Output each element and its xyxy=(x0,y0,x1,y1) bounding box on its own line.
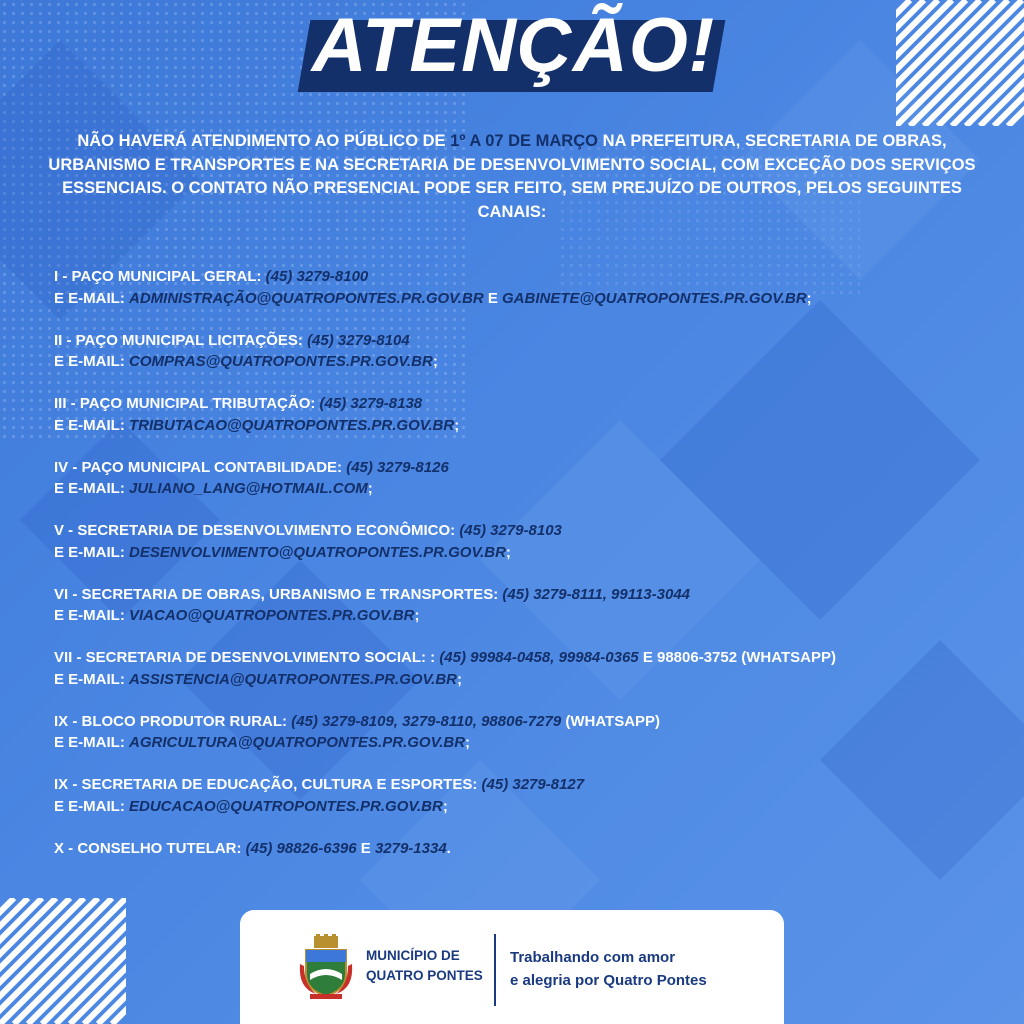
email-prefix: E E-MAIL: xyxy=(54,734,129,751)
contact-phone-line xyxy=(54,520,1014,542)
page-title: ATENÇÃO! xyxy=(312,3,716,88)
contact-label: V - SECRETARIA DE DESENVOLVIMENTO ECONÔMICO: xyxy=(54,522,460,539)
email-end: ; xyxy=(442,797,448,815)
contact-email: JULIANO_LANG@HOTMAIL.COM xyxy=(129,480,368,497)
email-end: ; xyxy=(414,607,420,624)
contact-phone-suffix: (WHATSAPP) xyxy=(737,649,836,666)
contact-phone-line xyxy=(54,711,1014,733)
email-end: ; xyxy=(806,289,812,307)
contact-label: III - PAÇO MUNICIPAL TRIBUTAÇÃO: xyxy=(54,395,320,412)
email-end: ; xyxy=(457,670,463,688)
email-prefix: E E-MAIL: xyxy=(54,480,129,497)
contact-phone-line xyxy=(54,266,1014,288)
contact-email-line xyxy=(54,415,1014,437)
contact-phone: (45) 98826-6396 xyxy=(245,839,357,857)
email-prefix: E E-MAIL: xyxy=(54,607,129,624)
contact-email: VIACAO@QUATROPONTES.PR.GOV.BR xyxy=(129,607,415,624)
contact-item xyxy=(54,647,1014,690)
contact-item xyxy=(54,520,1014,563)
contact-label: I - PAÇO MUNICIPAL GERAL: xyxy=(54,268,266,285)
contact-phone: (45) 3279-8104 xyxy=(307,331,410,349)
slogan xyxy=(510,946,707,992)
footer-card xyxy=(240,910,784,1024)
title-area xyxy=(0,3,1024,92)
contact-item xyxy=(54,457,1014,500)
contact-email: DESENVOLVIMENTO@QUATROPONTES.PR.GOV.BR xyxy=(129,543,506,561)
municipal-crest-icon xyxy=(296,934,356,1000)
contact-email-line xyxy=(54,605,1014,627)
stripes-bottom-left xyxy=(0,898,126,1024)
email-join: E xyxy=(483,289,502,307)
contact-phone-line xyxy=(54,584,1014,606)
email-prefix: E E-MAIL: xyxy=(54,353,129,370)
contact-phone: (45) 3279-8138 xyxy=(319,395,423,412)
contact-phone: (45) 3279-8127 xyxy=(481,776,585,793)
email-end: ; xyxy=(454,416,460,434)
contact-phone: (45) 3279-8111, 99113-3044 xyxy=(502,585,691,603)
title-highlight xyxy=(298,3,726,92)
email-end: ; xyxy=(505,543,511,561)
email-end: ; xyxy=(432,353,438,370)
contact-phone-extra: E 98806-3752 xyxy=(638,649,738,666)
contact-email: ASSISTENCIA@QUATROPONTES.PR.GOV.BR xyxy=(129,670,458,688)
contact-phone: (45) 3279-8103 xyxy=(459,522,562,539)
email-prefix: E E-MAIL: xyxy=(54,797,129,815)
slogan-line1: Trabalhando com amor xyxy=(510,949,676,966)
contact-email-secondary: GABINETE@QUATROPONTES.PR.GOV.BR xyxy=(502,289,807,307)
contact-label: IV - PAÇO MUNICIPAL CONTABILIDADE: xyxy=(54,458,347,476)
contact-email-line xyxy=(54,288,1014,310)
municipality-line1: MUNICÍPIO DE xyxy=(366,948,460,963)
email-prefix: E E-MAIL: xyxy=(54,543,129,561)
contact-phone-line xyxy=(54,457,1014,479)
intro-date-highlight: 1º A 07 DE MARÇO xyxy=(450,132,598,150)
email-end: ; xyxy=(465,734,471,751)
contact-email-line xyxy=(54,796,1014,818)
contact-label: VII - SECRETARIA DE DESENVOLVIMENTO SOCIAL: : xyxy=(54,649,440,666)
contact-email: TRIBUTACAO@QUATROPONTES.PR.GOV.BR xyxy=(129,416,455,434)
email-prefix: E E-MAIL: xyxy=(54,289,129,307)
intro-text xyxy=(38,130,986,224)
municipality-line2: QUATRO PONTES xyxy=(366,968,483,983)
phone-end: . xyxy=(446,839,451,857)
contact-email: AGRICULTURA@QUATROPONTES.PR.GOV.BR xyxy=(129,734,466,751)
contact-label: X - CONSELHO TUTELAR: xyxy=(54,839,246,857)
contact-phone-suffix: (WHATSAPP) xyxy=(561,712,661,730)
intro-part2: NA PREFEITURA, SECRETARIA DE OBRAS, URBANISMO E TRANSPORTES E NA SECRETARIA DE DESENVOLVIMENTO SOCIAL, COM EXCEÇÃO DOS SERVIÇOS ESSENCIAIS. O CONTATO NÃO PRESENCIAL PODE SER FEITO, SEM PREJUÍZO DE OUTROS, PELOS SEGUINTES CANAIS: xyxy=(48,132,976,221)
contact-label: VI - SECRETARIA DE OBRAS, URBANISMO E TRANSPORTES: xyxy=(54,585,503,603)
contact-email-line xyxy=(54,478,1014,500)
contact-phone-line xyxy=(54,647,1014,669)
contact-phone: (45) 99984-0458, 99984-0365 xyxy=(439,649,639,666)
contact-email-line xyxy=(54,542,1014,564)
contact-phone-line xyxy=(54,774,1014,796)
contact-email-line xyxy=(54,669,1014,691)
contact-email: EDUCACAO@QUATROPONTES.PR.GOV.BR xyxy=(129,797,443,815)
contact-channels xyxy=(54,266,1014,880)
phone-join: E xyxy=(356,839,375,857)
contact-email-line xyxy=(54,732,1014,754)
contact-phone-secondary: 3279-1334 xyxy=(374,839,447,857)
contact-item xyxy=(54,266,1014,309)
email-prefix: E E-MAIL: xyxy=(54,670,129,688)
contact-email: COMPRAS@QUATROPONTES.PR.GOV.BR xyxy=(129,353,433,370)
email-end: ; xyxy=(367,480,373,497)
contact-email-line xyxy=(54,351,1014,373)
contact-label: IX - SECRETARIA DE EDUCAÇÃO, CULTURA E ESPORTES: xyxy=(54,776,482,793)
contact-phone: (45) 3279-8126 xyxy=(346,458,449,476)
contact-item xyxy=(54,711,1014,754)
contact-phone-line xyxy=(54,393,1014,415)
slogan-line2: e alegria por Quatro Pontes xyxy=(510,972,707,989)
contact-item xyxy=(54,584,1014,627)
email-prefix: E E-MAIL: xyxy=(54,416,129,434)
contact-phone: (45) 3279-8109, 3279-8110, 98806-7279 xyxy=(291,712,562,730)
municipality-name xyxy=(366,946,483,986)
contact-item xyxy=(54,774,1014,817)
intro-part1: NÃO HAVERÁ ATENDIMENTO AO PÚBLICO DE xyxy=(77,132,451,150)
contact-phone: (45) 3279-8100 xyxy=(265,268,369,285)
contact-item-conselho-tutelar xyxy=(54,838,1014,860)
contact-phone-line xyxy=(54,330,1014,352)
contact-item xyxy=(54,330,1014,373)
contact-email: ADMINISTRAÇÃO@QUATROPONTES.PR.GOV.BR xyxy=(129,289,484,307)
contact-label: IX - BLOCO PRODUTOR RURAL: xyxy=(54,712,292,730)
contact-item xyxy=(54,393,1014,436)
footer-divider xyxy=(494,934,496,1006)
contact-label: II - PAÇO MUNICIPAL LICITAÇÕES: xyxy=(54,331,308,349)
